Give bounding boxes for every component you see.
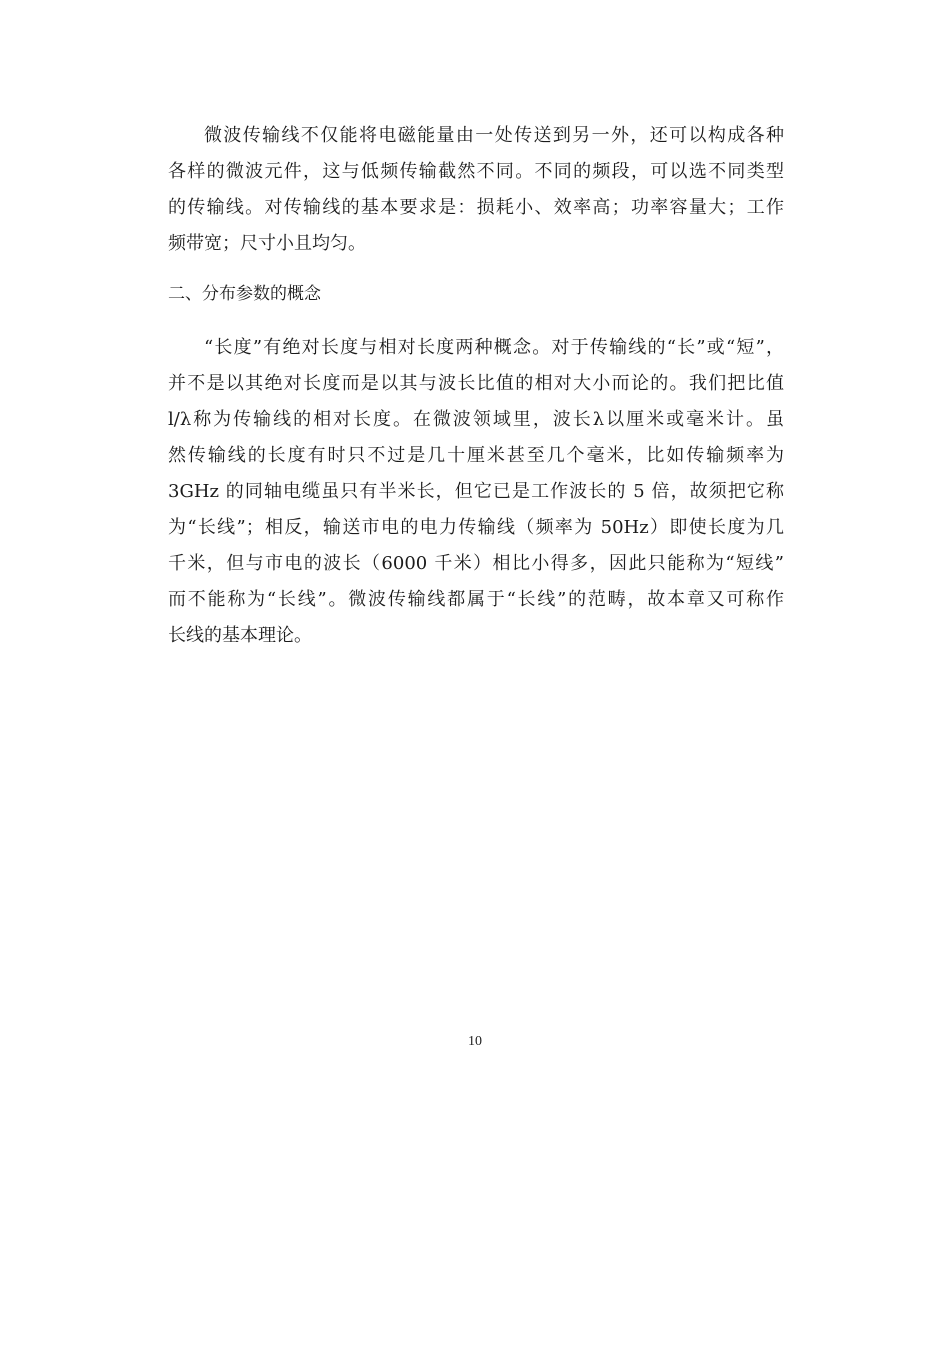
section-heading: 二、分布参数的概念 (168, 284, 321, 304)
paragraph-line: 并不是以其绝对长度而是以其与波长比值的相对大小而论的。我们把比值 (168, 373, 784, 394)
paragraph-line: “长度”有绝对长度与相对长度两种概念。对于传输线的“长”或“短”， (204, 337, 784, 358)
paragraph-line: 长线的基本理论。 (168, 625, 312, 646)
page-number: 10 (468, 1034, 482, 1049)
document-page (168, 118, 784, 654)
paragraph-line: 而不能称为“长线”。微波传输线都属于“长线”的范畴，故本章又可称作 (168, 589, 784, 610)
paragraph-line: l/λ称为传输线的相对长度。在微波领域里，波长λ以厘米或毫米计。虽 (168, 409, 784, 430)
paragraph-2 (168, 330, 784, 654)
paragraph-1 (168, 118, 784, 262)
paragraph-line: 千米，但与市电的波长（6000 千米）相比小得多，因此只能称为“短线” (168, 553, 784, 574)
paragraph-line: 为“长线”；相反，输送市电的电力传输线（频率为 50Hz）即使长度为几 (168, 517, 784, 538)
paragraph-line: 频带宽；尺寸小且均匀。 (168, 233, 366, 254)
paragraph-line: 3GHz 的同轴电缆虽只有半米长，但它已是工作波长的 5 倍，故须把它称 (168, 481, 784, 502)
paragraph-line: 的传输线。对传输线的基本要求是：损耗小、效率高；功率容量大；工作 (168, 197, 784, 218)
paragraph-line: 然传输线的长度有时只不过是几十厘米甚至几个毫米，比如传输频率为 (168, 445, 784, 466)
paragraph-line: 各样的微波元件，这与低频传输截然不同。不同的频段，可以选不同类型 (168, 161, 784, 182)
paragraph-line: 微波传输线不仅能将电磁能量由一处传送到另一外，还可以构成各种 (204, 125, 784, 146)
